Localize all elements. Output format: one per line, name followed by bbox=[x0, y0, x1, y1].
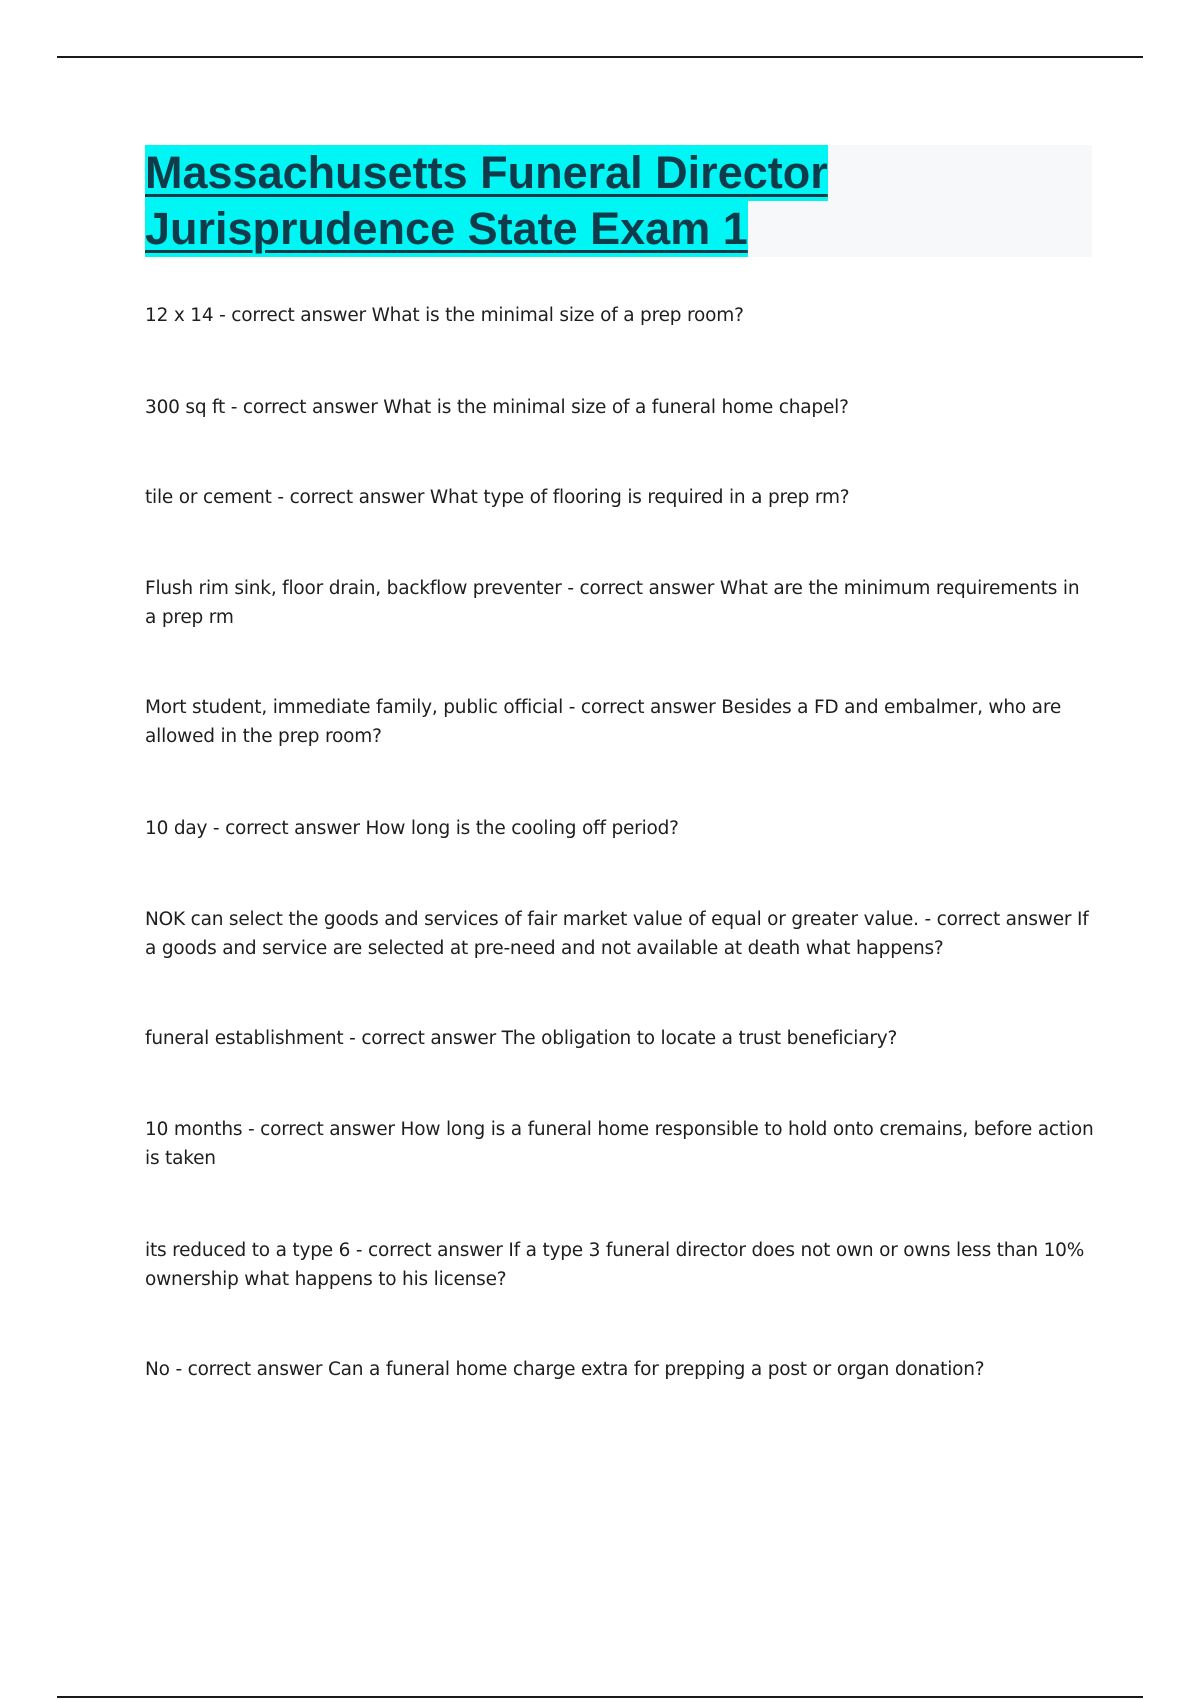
qa-item-8: funeral establishment - correct answer The obligation to locate a trust beneficiary? bbox=[145, 1028, 898, 1049]
qa-item-2: 300 sq ft - correct answer What is the minimal size of a funeral home chapel? bbox=[145, 397, 849, 418]
qa-item-3: tile or cement - correct answer What type of flooring is required in a prep rm? bbox=[145, 487, 850, 508]
qa-item-11: No - correct answer Can a funeral home charge extra for prepping a post or organ donation? bbox=[145, 1359, 985, 1380]
title-line-2: Jurisprudence State Exam 1 bbox=[145, 201, 748, 257]
qa-item-9: 10 months - correct answer How long is a funeral home responsible to hold onto cremains, before action is taken bbox=[145, 1119, 1094, 1169]
qa-item-4: Flush rim sink, floor drain, backflow preventer - correct answer What are the minimum requirements in a prep rm bbox=[145, 578, 1080, 628]
qa-item-5: Mort student, immediate family, public official - correct answer Besides a FD and embalmer, who are allowed in the prep room? bbox=[145, 697, 1062, 747]
qa-item-6: 10 day - correct answer How long is the cooling off period? bbox=[145, 818, 679, 839]
qa-item-10: its reduced to a type 6 - correct answer If a type 3 funeral director does not own or owns less than 10% ownership what happens to his license? bbox=[145, 1240, 1085, 1290]
title-block bbox=[145, 145, 1092, 257]
top-rule bbox=[57, 56, 1143, 58]
qa-item-7: NOK can select the goods and services of fair market value of equal or greater value. - correct answer If a goods and service are selected at pre-need and not available at death what happens? bbox=[145, 909, 1089, 959]
title-line-1: Massachusetts Funeral Director bbox=[145, 145, 828, 201]
qa-item-1: 12 x 14 - correct answer What is the minimal size of a prep room? bbox=[145, 305, 744, 326]
bottom-rule bbox=[57, 1696, 1143, 1698]
